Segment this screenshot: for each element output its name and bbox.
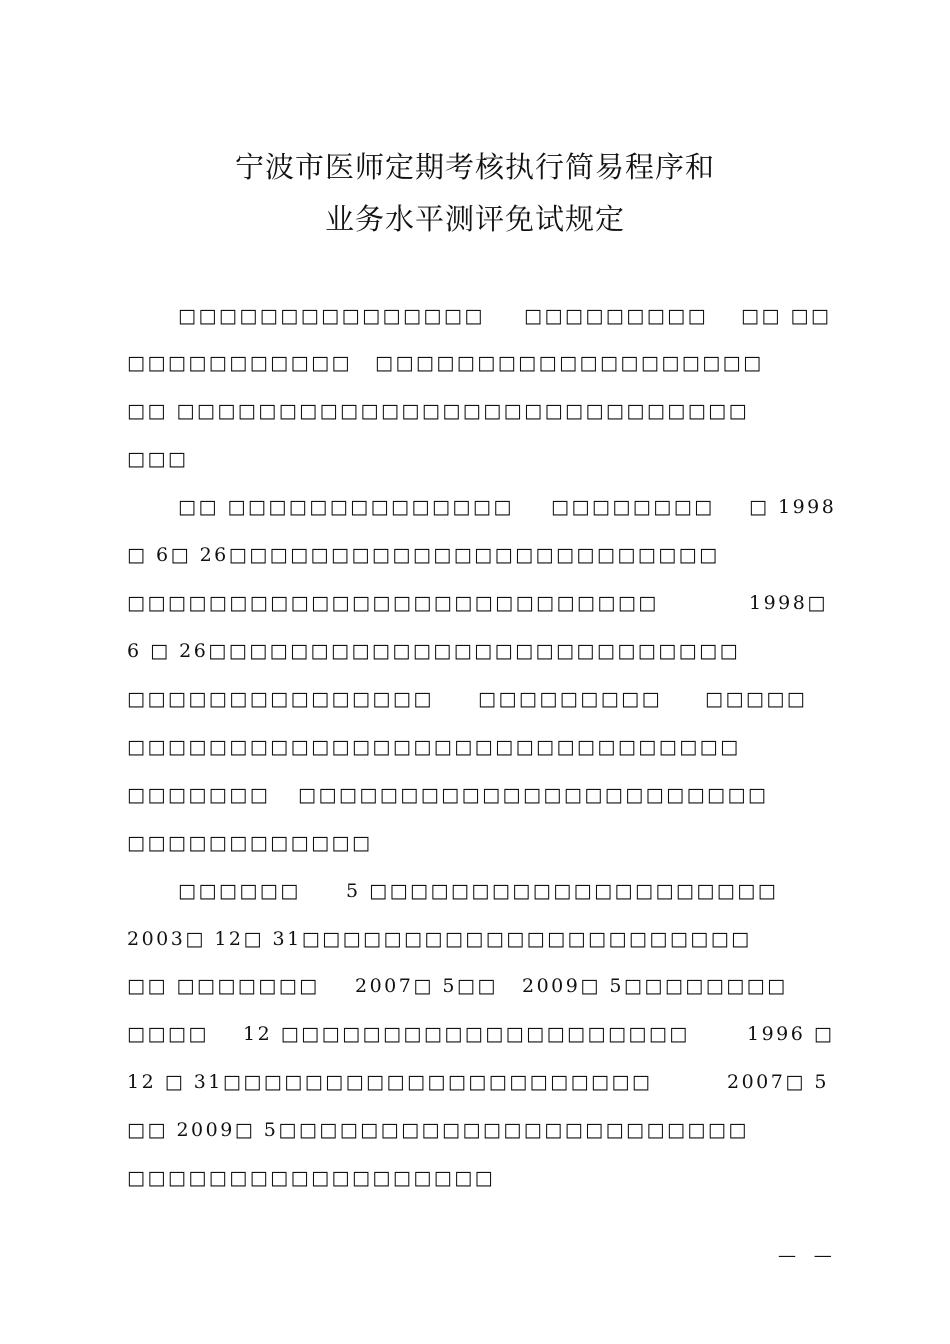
text-line — [0, 734, 950, 760]
text-line — [0, 542, 950, 568]
text-line — [0, 446, 950, 472]
text-line — [0, 1165, 950, 1191]
text-segment: □□□□□□□□□□□□ — [127, 832, 373, 854]
text-segment: □□□□□□□□□□□ — [127, 352, 352, 374]
text-segment: 2007□ 5 — [727, 1071, 829, 1093]
text-segment: □□□□□□□□□□□□□□□□□□□□□□□□□□□□□□ — [127, 736, 741, 758]
text-segment: □□ 2009□ 5□□□□□□□□□□□□□□□□□□□□□□□ — [127, 1119, 749, 1141]
text-line — [0, 830, 950, 856]
text-line — [0, 398, 950, 424]
text-line — [0, 494, 950, 520]
text-segment: 2007□ 5□□ — [355, 975, 498, 997]
text-segment: 2009□ 5□□□□□□□□ — [522, 975, 788, 997]
text-line — [0, 1069, 950, 1095]
text-segment: 1996 □ — [747, 1023, 835, 1045]
text-segment: 6 □ 26□□□□□□□□□□□□□□□□□□□□□□□□□□ — [127, 640, 741, 662]
text-segment: □□□□□□□□□□□□□□□ — [178, 305, 485, 327]
text-line — [0, 926, 950, 952]
text-segment: □□□□□□□ — [127, 784, 271, 806]
text-segment: □□□□□□□□□□□□□□□□□□ — [127, 1167, 496, 1189]
text-line — [0, 303, 950, 329]
text-segment: □□□□□□□□□□□□□□□ — [127, 688, 434, 710]
page-number: — — — [778, 1245, 838, 1266]
text-segment: □□□□□□□□□ — [524, 305, 709, 327]
text-line — [0, 878, 950, 904]
text-segment: 12 □ 31□□□□□□□□□□□□□□□□□□□□□ — [127, 1071, 653, 1093]
text-segment: 5 □□□□□□□□□□□□□□□□□□□□ — [346, 880, 779, 902]
text-line — [0, 638, 950, 664]
text-segment: □□ □□□□□□□□□□□□□□ — [178, 496, 514, 518]
text-segment: □□□ — [127, 448, 189, 470]
text-line — [0, 1021, 950, 1047]
document-title-line-1: 宁波市医师定期考核执行简易程序和 — [234, 150, 715, 184]
text-line — [0, 350, 950, 376]
text-segment: □□□□□□□□ — [551, 496, 715, 518]
text-segment: □□ □□ — [741, 305, 832, 327]
text-segment: □□□□□□□□□□□□□□□□□□□□□□□ — [298, 784, 769, 806]
document-title-line-2: 业务水平测评免试规定 — [324, 202, 625, 236]
text-line — [0, 973, 950, 999]
text-line — [0, 686, 950, 712]
text-segment: □□□□□□ — [178, 880, 301, 902]
text-segment: □□□□□□□□□ — [478, 688, 663, 710]
text-segment: □ 6□ 26□□□□□□□□□□□□□□□□□□□□□□□□ — [127, 544, 720, 566]
text-segment: 1998□ — [749, 592, 828, 614]
text-segment: □□ □□□□□□□ — [127, 975, 320, 997]
text-line — [0, 590, 950, 616]
text-segment: □ 1998 — [749, 496, 837, 518]
text-segment: 2003□ 12□ 31□□□□□□□□□□□□□□□□□□□□□□ — [127, 928, 752, 950]
text-segment: □□□□□□□□□□□□□□□□□□□ — [375, 352, 764, 374]
text-line — [0, 1117, 950, 1143]
text-segment: □□□□ — [127, 1023, 209, 1045]
text-segment: □□□□□□□□□□□□□□□□□□□□□□□□□□ — [127, 592, 659, 614]
text-segment: □□□□□ — [705, 688, 808, 710]
text-line — [0, 782, 950, 808]
text-segment: 12 □□□□□□□□□□□□□□□□□□□□ — [243, 1023, 690, 1045]
text-segment: □□ □□□□□□□□□□□□□□□□□□□□□□□□□□□□ — [127, 400, 750, 422]
